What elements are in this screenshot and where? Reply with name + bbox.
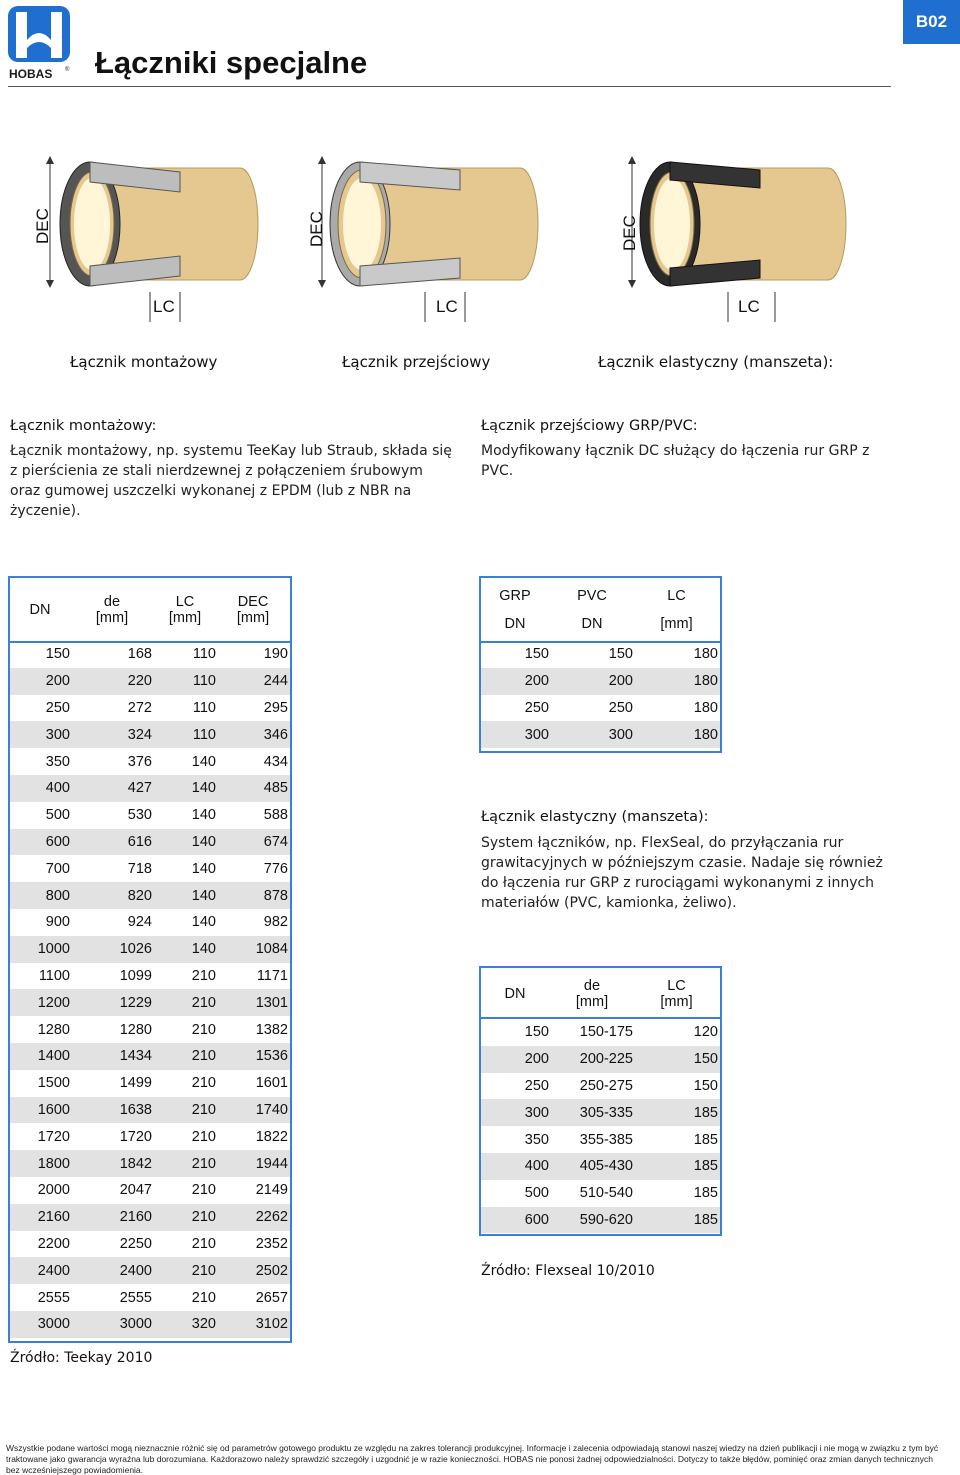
table-cell: 2250 [119,1235,152,1252]
table-cell: 210 [191,1075,216,1092]
dec-label: DEC [307,211,326,247]
table-row [10,695,290,722]
table-row [10,1070,290,1097]
table-header: DN [29,601,51,618]
table-cell: 2200 [37,1235,70,1252]
table-row [10,668,290,695]
table-row [481,1207,720,1234]
table-cell: 1720 [119,1128,152,1145]
table-cell: 250-275 [579,1077,633,1094]
caption-montazowy: Łącznik montażowy [70,353,218,371]
table-cell: 2149 [255,1182,288,1199]
table-cell: 190 [263,646,288,663]
table-row [10,802,290,829]
page-title: Łączniki specjalne [95,45,368,80]
table-row [481,695,720,722]
table-cell: 185 [693,1185,718,1202]
table-row [10,721,290,748]
table-cell: 590-620 [551,1207,635,1234]
table-cell: 140 [191,753,216,770]
table-cell: 434 [263,753,288,770]
table-cell: 600 [10,829,72,856]
table-row [10,1311,290,1338]
table-cell: 200 [10,668,72,695]
table-cell: 588 [263,807,288,824]
section-title-montazowy: Łącznik montażowy: [10,418,157,434]
table-cell: 210 [154,1043,218,1070]
table-cell: 500 [524,1185,549,1202]
lc-label: LC [153,297,175,316]
table-cell: 305-335 [551,1099,635,1126]
table-row [10,1043,290,1070]
table-row [10,748,290,775]
table-row [10,989,290,1016]
table-cell: 2047 [119,1182,152,1199]
section-body-przejsciowy: Modyfikowany łącznik DC służący do łączenia rur GRP z PVC. [481,443,870,479]
table-cell: 180 [635,721,720,748]
table-cell: 150 [635,1046,720,1073]
table-cell: 210 [191,1289,216,1306]
table-cell: 1944 [218,1150,290,1177]
table-cell: 180 [635,668,720,695]
table-cell: 2160 [72,1204,154,1231]
table-cell: 1740 [218,1097,290,1124]
table-cell: 2400 [10,1257,72,1284]
table-row [10,1204,290,1231]
table-cell: 2555 [119,1289,152,1306]
table-cell: 250 [608,699,633,716]
table-cell: 1842 [72,1150,154,1177]
table-header: GRP DN [499,587,531,632]
table-cell: 1822 [255,1128,288,1145]
table-cell: 776 [263,860,288,877]
table-cell: 300 [481,721,551,748]
table-header: LC [mm] [660,977,693,1010]
table-row [10,1016,290,1043]
table-montazowy [10,578,290,1338]
table-cell: 250 [45,699,70,716]
table-cell: 1499 [119,1075,152,1092]
caption-elastyczny: Łącznik elastyczny (manszeta): [598,353,834,371]
table-cell: 500 [45,807,70,824]
table-cell: 244 [218,668,290,695]
table-cell: 180 [693,646,718,663]
table-row [10,641,290,668]
table-cell: 1026 [72,936,154,963]
table-cell: 140 [154,829,218,856]
table-cell: 150 [45,646,70,663]
table-cell: 300 [481,1099,551,1126]
table-cell: 150-175 [579,1024,633,1041]
table-cell: 185 [635,1099,720,1126]
table-cell: 530 [127,807,152,824]
table-cell: 1280 [37,1021,70,1038]
table-cell: 346 [218,721,290,748]
table-cell: 140 [154,936,218,963]
table-przejsciowy [481,578,720,748]
table-row [10,1097,290,1124]
table-cell: 300 [10,721,72,748]
table-cell: 1200 [10,989,72,1016]
table-row [10,936,290,963]
table-cell: 210 [154,1097,218,1124]
source-teekay: Źródło: Teekay 2010 [10,1350,153,1366]
table-header: DEC [mm] [236,593,270,626]
table-row [481,1153,720,1180]
table-cell: 210 [191,967,216,984]
table-cell: 405-430 [551,1153,635,1180]
table-row [481,641,720,668]
table-cell: 200 [551,668,635,695]
caption-przejsciowy: Łącznik przejściowy [342,353,491,371]
table-header: de [mm] [95,593,129,626]
table-cell: 185 [693,1131,718,1148]
table-cell: 1000 [10,936,72,963]
table-elastyczny [481,968,720,1233]
table-cell: 1434 [72,1043,154,1070]
table-cell: 427 [72,775,154,802]
table-cell: 150 [524,646,549,663]
table-header: DN [504,985,526,1002]
table-cell: 1720 [37,1128,70,1145]
table-row [10,1231,290,1258]
source-flexseal: Źródło: Flexseal 10/2010 [481,1263,655,1279]
table-cell: 140 [154,775,218,802]
table-header: LC [mm] [660,587,693,632]
dec-label: DEC [33,208,52,244]
section-title-elastyczny: Łącznik elastyczny (manszeta): [481,809,709,825]
table-cell: 1382 [255,1021,288,1038]
table-cell: 210 [154,989,218,1016]
table-cell: 376 [127,753,152,770]
table-cell: 1280 [119,1021,152,1038]
table-cell: 110 [192,699,216,716]
table-row [10,775,290,802]
table-row [10,909,290,936]
table-cell: 900 [45,914,70,931]
table-cell: 210 [154,1204,218,1231]
table-cell: 150 [693,1077,718,1094]
table-row [10,829,290,856]
section-title-przejsciowy: Łącznik przejściowy GRP/PVC: [481,418,698,434]
table-cell: 210 [191,1235,216,1252]
table-cell: 140 [191,807,216,824]
table-cell: 1100 [38,967,70,984]
table-row [10,855,290,882]
table-cell: 2352 [255,1235,288,1252]
table-cell: 2262 [218,1204,290,1231]
table-cell: 1400 [10,1043,72,1070]
table-cell: 168 [127,646,152,663]
logo-text: HOBAS [9,67,53,81]
table-cell: 1229 [72,989,154,1016]
table-row [481,1180,720,1207]
table-cell: 140 [191,914,216,931]
table-row [481,668,720,695]
table-cell: 272 [127,699,152,716]
table-cell: 200-225 [551,1046,635,1073]
table-cell: 2502 [218,1257,290,1284]
table-header: PVC DN [577,587,607,632]
table-cell: 210 [191,1021,216,1038]
lc-label: LC [738,297,760,316]
table-row [481,1099,720,1126]
table-cell: 150 [608,646,633,663]
table-cell: 295 [263,699,288,716]
table-cell: 2555 [37,1289,70,1306]
table-cell: 510-540 [579,1185,633,1202]
table-cell: 1536 [218,1043,290,1070]
table-cell: 1084 [218,936,290,963]
table-cell: 3102 [218,1311,290,1338]
table-cell: 200 [481,668,551,695]
table-cell: 324 [72,721,154,748]
table-cell: 1600 [10,1097,72,1124]
table-cell: 120 [693,1024,718,1041]
table-header: de [mm] [575,977,609,1010]
table-cell: 616 [72,829,154,856]
illustration-elastyczny [610,152,850,322]
table-cell: 1099 [119,967,152,984]
illustration-montazowy [30,152,260,322]
table-cell: 220 [72,668,154,695]
table-row [481,721,720,748]
table-cell: 982 [263,914,288,931]
table-cell: 718 [127,860,152,877]
table-cell: 400 [481,1153,551,1180]
table-cell: 1601 [255,1075,288,1092]
table-cell: 3000 [72,1311,154,1338]
table-cell: 1800 [10,1150,72,1177]
table-cell: 320 [154,1311,218,1338]
table-cell: 140 [191,860,216,877]
table-cell: 400 [10,775,72,802]
section-body-elastyczny: System łączników, np. FlexSeal, do przyłączania rur grawitacyjnych w późniejszym czasie. Nadaje się również do łączenia rur GRP z rurociągami wykonanymi z innych materiałów (PVC, kamionka, żeliwo). [481,835,883,911]
section-body-montazowy: Łącznik montażowy, np. systemu TeeKay lub Straub, składa się z pierścienia ze stali nierdzewnej z połączeniem śrubowym oraz gumowej uszczelki wykonanej z EPDM (lub z NBR na życzenie). [10,443,452,519]
table-cell: 2160 [10,1204,72,1231]
table-cell: 300 [551,721,635,748]
hobas-logo [6,6,74,82]
table-cell: 700 [45,860,70,877]
lc-label: LC [436,297,458,316]
table-cell: 800 [10,882,72,909]
table-cell: 210 [191,1128,216,1145]
table-row [481,1126,720,1153]
svg-text:®: ® [65,67,70,73]
table-cell: 485 [218,775,290,802]
table-cell: 3000 [10,1311,72,1338]
table-cell: 600 [481,1207,551,1234]
table-cell: 355-385 [579,1131,633,1148]
table-cell: 140 [154,882,218,909]
table-cell: 674 [218,829,290,856]
table-cell: 110 [192,646,216,663]
table-cell: 110 [154,721,218,748]
footer-disclaimer: Wszystkie podane wartości mogą nieznacznie różnić się od parametrów gotowego produktu ze względu na zakres tolerancji produkcyjnej. Informacje i zalecenia odpowiadają stanowi naszej wiedzy na dzień publikacji i nie mogą w związku z tym być traktowane jako gwarancja wyraźna lub dorozumiana. Każdorazowo należy sprawdzić szczegóły i uzgodnić je w razie konieczności. HOBAS nie ponosi żadnej odpowiedzialności. Dotyczy to także błędów, pominięć oraz zmian danych technicznych bez wcześniejszego powiadomienia. [6,1443,939,1475]
table-cell: 210 [154,1257,218,1284]
table-row [481,1046,720,1073]
page-code-badge: B02 [903,0,960,44]
table-row [10,882,290,909]
table-row [481,1019,720,1046]
table-cell: 924 [127,914,152,931]
table-cell: 1638 [72,1097,154,1124]
table-cell: 210 [154,1150,218,1177]
table-header: LC [mm] [168,593,202,626]
table-cell: 2400 [72,1257,154,1284]
table-row [10,963,290,990]
dec-label: DEC [620,215,639,251]
table-cell: 2657 [255,1289,288,1306]
table-cell: 250 [524,1077,549,1094]
table-cell: 185 [635,1153,720,1180]
table-cell: 180 [693,699,718,716]
illustration-przejsciowy [300,152,550,322]
table-cell: 1500 [37,1075,70,1092]
table-cell: 350 [45,753,70,770]
table-cell: 185 [635,1207,720,1234]
table-cell: 200 [481,1046,551,1073]
table-cell: 1171 [256,967,288,984]
title-divider [8,86,891,87]
table-cell: 350 [524,1131,549,1148]
table-cell: 2000 [37,1182,70,1199]
table-row [10,1284,290,1311]
table-cell: 1301 [218,989,290,1016]
table-cell: 210 [191,1182,216,1199]
table-cell: 150 [524,1024,549,1041]
table-row [481,1073,720,1100]
table-row [10,1123,290,1150]
table-cell: 110 [154,668,218,695]
table-row [10,1177,290,1204]
table-row [10,1257,290,1284]
table-cell: 878 [218,882,290,909]
table-cell: 250 [524,699,549,716]
table-row [10,1150,290,1177]
table-cell: 820 [72,882,154,909]
